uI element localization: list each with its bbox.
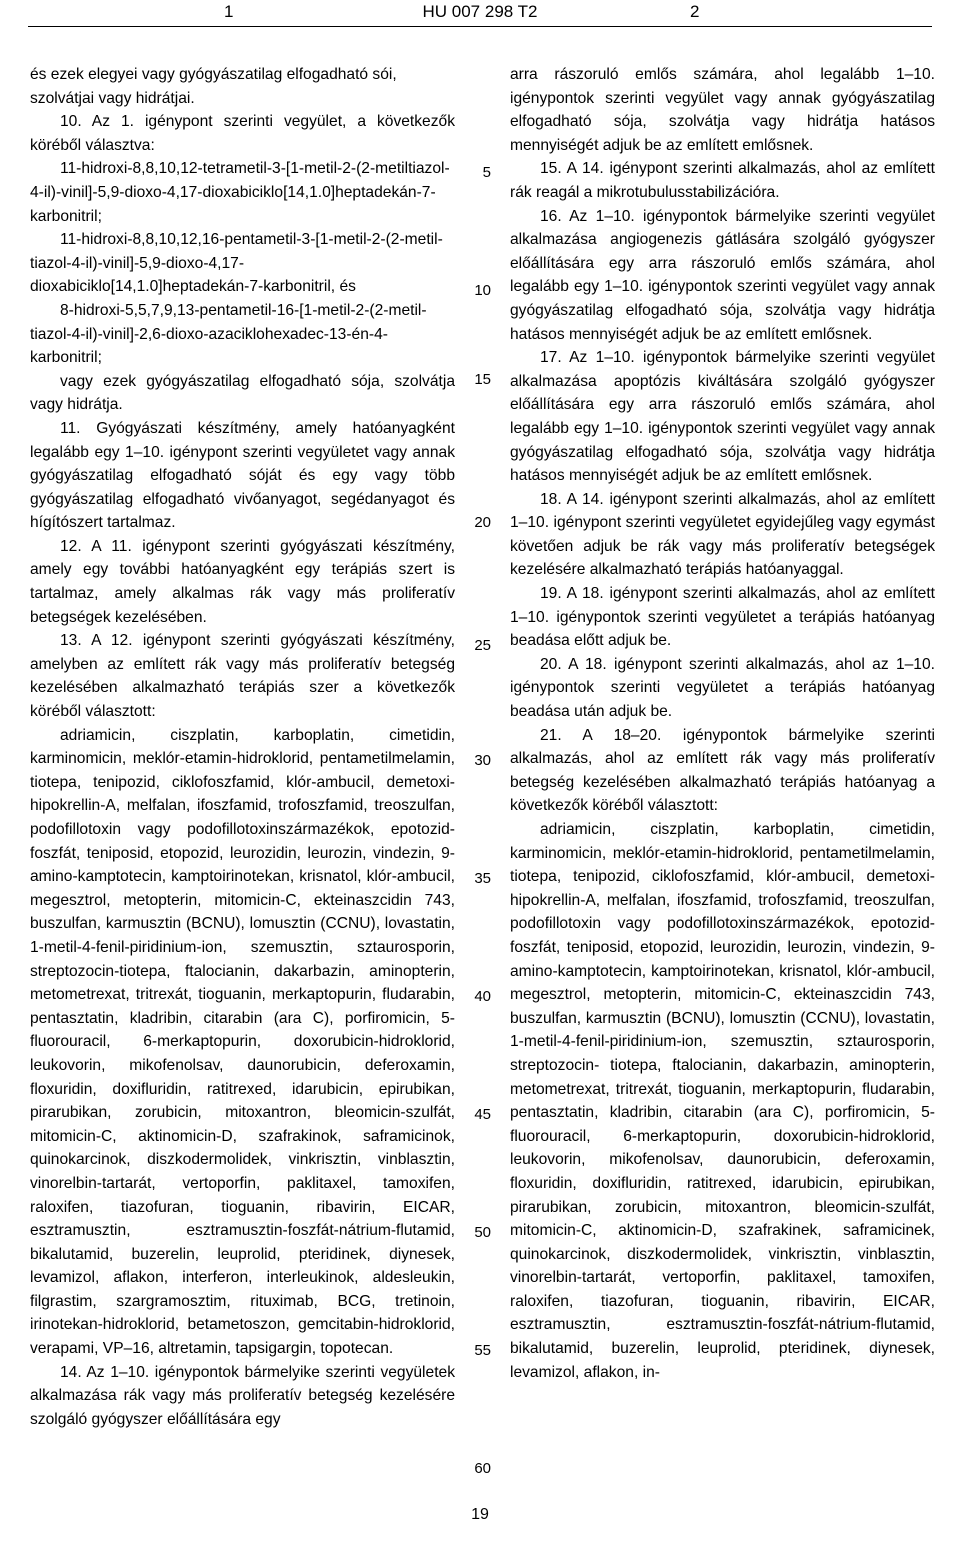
claim-17: 17. Az 1–10. igénypontok bármelyike szerinti vegyület alkalmazása apoptózis kiváltására szolgáló gyógyszer előállítására egy arra rászoruló emlős számára, ahol legalább egy 1–10. igénypontok szerinti vegyület vagy annak gyógyászatilag elfogadható sója, szolvátja vagy hidrátja hatásos mennyiségét adjuk be az említett emlősnek.	[510, 349, 935, 485]
right-page-number: 2	[690, 2, 700, 21]
line-number: 55	[474, 1342, 491, 1359]
page-footer-number: 19	[471, 1506, 489, 1523]
claim-10-tail: vagy ezek gyógyászatilag elfogadható sója, szolvátja vagy hidrátja.	[30, 372, 455, 414]
claim-10: 10. Az 1. igénypont szerinti vegyület, a következők köréből választva:	[30, 113, 455, 154]
claim-19: 19. A 18. igénypont szerinti alkalmazás, ahol az említett 1–10. igénypontok szerinti vegyületet a terápiás hatóanyag beadása előtt adjuk be.	[510, 585, 935, 650]
line-number: 60	[474, 1460, 491, 1477]
line-number-gutter	[455, 0, 505, 1541]
claim-15: 15. A 14. igénypont szerinti alkalmazás, ahol az említett rák reagál a mikrotubulusstabilizációra.	[510, 160, 935, 201]
line-number: 5	[482, 164, 491, 181]
line-number: 35	[474, 870, 491, 887]
line-number: 25	[474, 637, 491, 654]
compound-1: 11-hidroxi-8,8,10,12-tetrametil-3-[1-metil-2-(2-metiltiazol-4-il)-vinil]-5,9-dioxo-4,17-dioxabiciklo[14,1.0]heptadekán-7-karbonitril;	[30, 160, 450, 225]
right-column	[510, 63, 935, 1384]
drug-list-right: adriamicin, ciszplatin, karboplatin, cimetidin, karminomicin, meklór-etamin-hidroklorid, pentametilmelamin, tiotepa, tenipozid, ciklofoszfamid, klór-ambucil, demetoxi-hipokrellin-A, melfalan, ifoszfamid, trofoszfamid, treoszulfan, podofillotoxin vagy podofillotoxinszármazékok, epotozid-foszfát, teniposid, etopozid, leurozidin, leurozin, vindezin, 9-amino-kamptotecin, kamptoirinotekan, krisnatol, klór-ambucil, megesztrol, metopterin, mitomicin-C, ekteinaszcidin 743, buszulfan, karmusztin (BCNU), lomusztin (CCNU), lovastatin, 1-metil-4-fenil-piridinium-ion, szemusztin, sztaurosporin, streptozocin- tiotepa, ftalocianin, dakarbazin, aminopterin, metometrexat, tritrexát, tioguanin, merkaptopurin, fludarabin, pentasztatin, kladribin, citarabin (ara C), porfiromicin, 5-fluorouracil, 6-merkaptopurin, doxorubicin-hidroklorid, leukovorin, mikofenolsav, daunorubicin, deferoxamin, floxuridin, doxifluridin, ratitrexed, idarubicin, epirubikan, pirarubikan, zorubicin, mitoxantron, bleomicin-szulfát, mitomicin-C, aktinomicin-D, szafrakinek, saframicinek, quinokarcinok, diszkodermolidek, vinkrisztin, vinblasztin, vinorelbin-tartarát, vertoporfin, paklitaxel, tamoxifen, raloxifen, tiazofuran, tioguanin, ribavirin, EICAR, esztramusztin, esztramusztin-foszfát-nátrium-flutamid, bikalutamid, buzerelin, leuprolid, pteridinek, diynesek, levamizol, aflakon, in-	[510, 821, 935, 1381]
claim-13: 13. A 12. igénypont szerinti gyógyászati készítmény, amelyben az említett rák vagy más proliferatív betegség kezelésében alkalmazható terápiás szer a következők köréből választott:	[30, 632, 455, 721]
compound-3: 8-hidroxi-5,5,7,9,13-pentametil-16-[1-metil-2-(2-metil-tiazol-4-il)-vinil]-2,6-dioxo-azaciklohexadec-13-én-4-karbonitril;	[30, 301, 427, 367]
line-number: 10	[474, 282, 491, 299]
line-number: 30	[474, 752, 491, 769]
left-column	[30, 63, 455, 1431]
claim-16: 16. Az 1–10. igénypontok bármelyike szerinti vegyület alkalmazása angiogenezis gátlására szolgáló gyógyszer előállítására egy arra rászoruló emlős számára, ahol legalább egy 1–10. igénypontok szerinti vegyület vagy annak gyógyászatilag elfogadható sója, szolvátja vagy hidrátja hatásos mennyiségét adjuk be az említett emlősnek.	[510, 207, 935, 343]
claim-20: 20. A 18. igénypont szerinti alkalmazás, ahol az 1–10. igénypontok szerinti vegyületet a terápiás hatóanyag beadása után adjuk be.	[510, 655, 935, 721]
claim-21: 21. A 18–20. igénypontok bármelyike szerinti alkalmazás, ahol az említett rák vagy más proliferatív betegség kezelésében alkalmazható terápiás hatóanyag a következők köréből választott:	[510, 726, 935, 815]
left-page-number: 1	[224, 2, 234, 21]
line-number: 50	[474, 1224, 491, 1241]
line-number: 45	[474, 1106, 491, 1123]
claim-11: 11. Gyógyászati készítmény, amely hatóanyagként legalább egy 1–10. igénypont szerinti vegyületet vagy annak gyógyászatilag elfogadható sóját és egy vagy több gyógyászatilag elfogadható vivőanyagot, segédanyagot és hígítószert tartalmaz.	[30, 419, 455, 532]
compound-2: 11-hidroxi-8,8,10,12,16-pentametil-3-[1-metil-2-(2-metil-tiazol-4-il)-vinil]-5,9-dioxo-4,17-dioxabiciklo[14,1.0]heptadekán-7-karbonitril, és	[30, 231, 443, 296]
line-number: 40	[474, 988, 491, 1005]
document-number: HU 007 298 T2	[422, 2, 538, 21]
drug-list-left: adriamicin, ciszplatin, karboplatin, cimetidin, karminomicin, meklór-etamin-hidroklorid, pentametilmelamin, tiotepa, tenipozid, ciklofoszfamid, klór-ambucil, demetoxi-hipokrellin-A, melfalan, ifoszfamid, trofoszfamid, treoszulfan, podofillotoxin vagy podofillotoxinszármazékok, epotozid-foszfát, teniposid, etopozid, leurozidin, leurozin, vindezin, 9-amino-kamptotecin, kamptoirinotekan, krisnatol, klór-ambucil, megesztrol, metopterin, mitomicin-C, ekteinaszcidin 743, buszulfan, karmusztin (BCNU), lomusztin (CCNU), lovastatin, 1-metil-4-fenil-piridinium-ion, szemusztin, sztaurosporin, streptozocin-tiotepa, ftalocianin, dakarbazin, aminopterin, metometrexat, tritrexát, tioguanin, merkaptopurin, fludarabin, pentasztatin, kladribin, citarabin (ara C), porfiromicin, 5-fluorouracil, 6-merkaptopurin, doxorubicin-hidroklorid, leukovorin, mikofenolsav, daunorubicin, deferoxamin, floxuridin, doxifluridin, ratitrexed, idarubicin, epirubikan, pirarubikan, zorubicin, mitoxantron, bleomicin-szulfát, mitomicin-C, aktinomicin-D, szafrakinok, saframicinok, quinokarcinok, diszkodermolidek, vinkrisztin, vinblasztin, vinorelbin-tartarát, vertoporfin, paklitaxel, tamoxifen, raloxifen, tiazofuran, tioguanin, ribavirin, EICAR, esztramusztin, esztramusztin-foszfát-nátrium-flutamid, bikalutamid, buzerelin, leuprolid, pteridinek, diynesek, levamizol, aflakon, interferon, interleukinok, aldesleukin, filgrastim, szargramosztim, rituximab, BCG, tretinoin, irinotekan-hidroklorid, betametoszon, gemcitabin-hidroklorid, verapami, VP–16, altretamin, tapsigargin, topotecan.	[30, 726, 455, 1358]
claim-18: 18. A 14. igénypont szerinti alkalmazás, ahol az említett 1–10. igénypont szerinti vegyületet egyidejűleg vagy egymást követően adjuk be rák vagy más proliferatív betegségek kezelésére alkalmazható terápiás hatóanyaggal.	[510, 490, 935, 579]
claim-14: 14. Az 1–10. igénypontok bármelyike szerinti vegyületek alkalmazása rák vagy más proliferatív betegség kezelésére szolgáló gyógyszer előállítására egy	[30, 1363, 455, 1428]
line-number: 20	[474, 514, 491, 531]
paragraph-intro: és ezek elegyei vagy gyógyászatilag elfogadható sói, szolvátjai vagy hidrátjai.	[30, 66, 397, 107]
line-number: 15	[474, 371, 491, 388]
claim-14-continued: arra rászoruló emlős számára, ahol legalább 1–10. igénypontok szerinti vegyület vagy annak gyógyászatilag elfogadható sója, szolvátja vagy hidrátja hatásos mennyiségét adjuk be az említett emlősnek.	[510, 66, 935, 154]
claim-12: 12. A 11. igénypont szerinti gyógyászati készítmény, amely egy további hatóanyagként egy terápiás szert is tartalmaz, amely alkalmas rák vagy más proliferatív betegségek kezelésében.	[30, 537, 455, 626]
